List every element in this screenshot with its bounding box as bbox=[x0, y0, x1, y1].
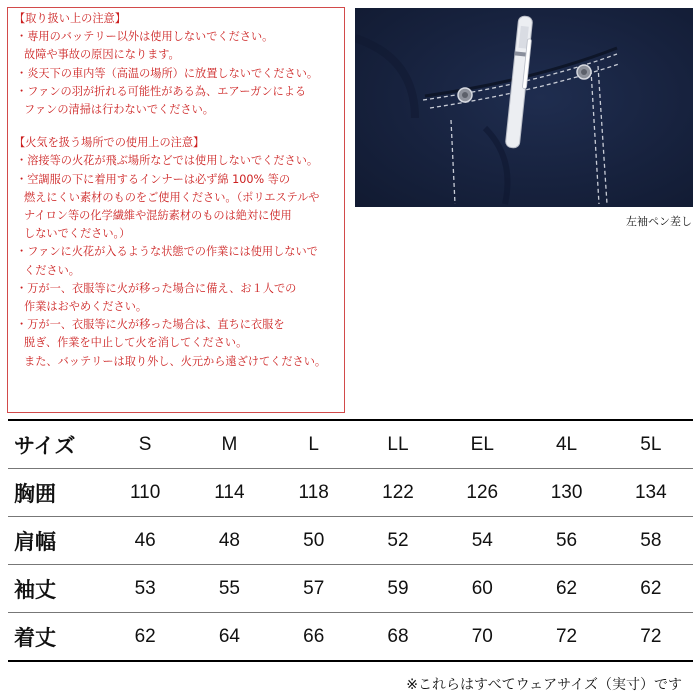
table-cell: 46 bbox=[103, 517, 187, 565]
table-cell: 110 bbox=[103, 469, 187, 517]
table-cell: 59 bbox=[356, 565, 440, 613]
caution-box bbox=[7, 7, 345, 413]
table-row bbox=[8, 565, 693, 613]
table-cell: 60 bbox=[440, 565, 524, 613]
fire-item: 作業はおやめください。 bbox=[24, 300, 148, 314]
snap-button-center bbox=[581, 69, 587, 75]
handling-item: 故障や事故の原因になります。 bbox=[24, 48, 180, 62]
table-cell: 134 bbox=[609, 469, 693, 517]
table-cell: 66 bbox=[272, 613, 356, 662]
section-gap bbox=[16, 119, 344, 134]
table-row bbox=[8, 517, 693, 565]
pen-pocket-illustration bbox=[355, 8, 693, 207]
table-cell: 114 bbox=[187, 469, 271, 517]
table-cell: 50 bbox=[272, 517, 356, 565]
fire-item: ください。 bbox=[24, 263, 80, 277]
fire-item: ・ファンに火花が入るような状態での作業には使用しないで bbox=[16, 245, 318, 259]
size-note: ※これらはすべてウェアサイズ（実寸）です bbox=[406, 677, 682, 693]
sleeve-pen-pocket-photo bbox=[355, 8, 693, 207]
fire-item: ・万が一、衣服等に火が移った場合に備え、お１人での bbox=[16, 281, 297, 295]
fire-item: ナイロン等の化学繊維や混紡素材のものは絶対に使用 bbox=[24, 209, 292, 223]
table-cell: 54 bbox=[440, 517, 524, 565]
fire-item: 燃えにくい素材のものをご使用ください。（ポリエステルや bbox=[24, 190, 320, 204]
fire-item: しないでください。） bbox=[24, 227, 131, 241]
snap-button-center bbox=[462, 92, 468, 98]
size-header-cell: 4L bbox=[524, 420, 608, 469]
size-header-cell: S bbox=[103, 420, 187, 469]
handling-item: ・ファンの羽が折れる可能性がある為、エアーガンによる bbox=[16, 84, 307, 98]
table-cell: 72 bbox=[524, 613, 608, 662]
table-cell: 118 bbox=[272, 469, 356, 517]
fire-item: また、バッテリーは取り外し、火元から遠ざけてください。 bbox=[24, 354, 327, 368]
table-cell: 62 bbox=[103, 613, 187, 662]
table-cell: 58 bbox=[609, 517, 693, 565]
size-header-cell: EL bbox=[440, 420, 524, 469]
handling-item: ファンの清掃は行わないでください。 bbox=[24, 103, 214, 117]
handling-item: ・炎天下の車内等（高温の場所）に放置しないでください。 bbox=[16, 66, 319, 80]
size-header-cell: M bbox=[187, 420, 271, 469]
fabric-fold bbox=[355, 38, 415, 118]
handling-item: ・専用のバッテリー以外は使用しないでください。 bbox=[16, 30, 274, 44]
photo-caption: 左袖ペン差し bbox=[626, 215, 692, 228]
table-cell: 55 bbox=[187, 565, 271, 613]
row-label-length: 着丈 bbox=[8, 613, 103, 662]
table-cell: 57 bbox=[272, 565, 356, 613]
size-header-cell: LL bbox=[356, 420, 440, 469]
size-header-cell: L bbox=[272, 420, 356, 469]
pocket-stitch-right-outer bbox=[598, 66, 607, 204]
row-label-chest: 胸囲 bbox=[8, 469, 103, 517]
table-row bbox=[8, 469, 693, 517]
table-cell: 62 bbox=[524, 565, 608, 613]
size-header-label: サイズ bbox=[8, 420, 103, 469]
table-cell: 64 bbox=[187, 613, 271, 662]
pocket-stitch-left bbox=[451, 120, 455, 204]
size-table bbox=[8, 419, 693, 662]
fire-item: ・万が一、衣服等に火が移った場合は、直ちに衣服を bbox=[16, 318, 285, 332]
fire-item: ・溶接等の火花が飛ぶ場所などでは使用しないでください。 bbox=[16, 154, 319, 168]
table-cell: 68 bbox=[356, 613, 440, 662]
row-label-sleeve: 袖丈 bbox=[8, 565, 103, 613]
table-cell: 48 bbox=[187, 517, 271, 565]
row-label-shoulder: 肩幅 bbox=[8, 517, 103, 565]
size-header-row bbox=[8, 420, 693, 469]
fire-item: ・空調服の下に着用するインナーは必ず綿 100% 等の bbox=[16, 172, 291, 186]
handling-heading: 【取り扱い上の注意】 bbox=[14, 12, 126, 25]
table-cell: 62 bbox=[609, 565, 693, 613]
table-row bbox=[8, 613, 693, 662]
table-cell: 70 bbox=[440, 613, 524, 662]
table-cell: 53 bbox=[103, 565, 187, 613]
table-cell: 122 bbox=[356, 469, 440, 517]
fabric-fold bbox=[485, 128, 508, 204]
table-cell: 52 bbox=[356, 517, 440, 565]
table-cell: 56 bbox=[524, 517, 608, 565]
table-cell: 126 bbox=[440, 469, 524, 517]
fire-heading: 【火気を扱う場所での使用上の注意】 bbox=[14, 136, 205, 150]
size-header-cell: 5L bbox=[609, 420, 693, 469]
table-cell: 72 bbox=[609, 613, 693, 662]
pocket-stitch-right bbox=[591, 70, 599, 204]
fire-item: 脱ぎ、作業を中止して火を消してください。 bbox=[24, 336, 248, 350]
table-cell: 130 bbox=[524, 469, 608, 517]
